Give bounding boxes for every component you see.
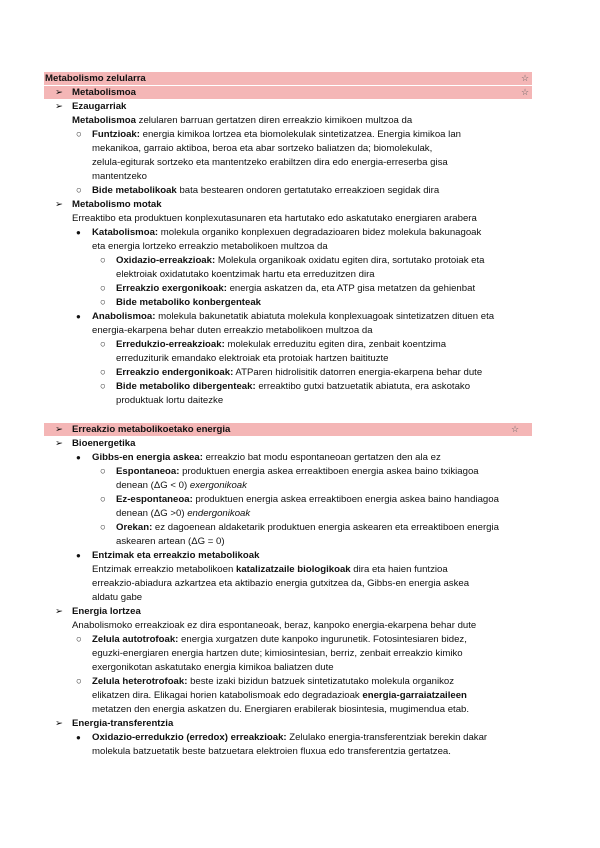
list-item-continuation: produktuak lortu daitezke (116, 395, 224, 406)
heading-ezaugarriak: Ezaugarriak (72, 101, 127, 112)
list-item: Anabolismoa: molekula bakunetatik abiatuta molekula konplexuagoak sintetizatzen dituen eta (92, 311, 495, 322)
list-item: Funtzioak: energia kimikoa lortzea eta biomolekulak sintetizatzea. Energia kimikoa lan (92, 129, 461, 140)
paragraph: Erreaktibo eta produktuen konplexutasunaren eta hartutako edo askatutako energiaren arabera (72, 213, 477, 224)
list-item: Zelula heterotrofoak: beste izaki bizidun batzuek sintetizatutako molekula organikoz (92, 676, 455, 687)
list-item: Erreakzio endergonikoak: ATParen hidrolisitik datorren energia-ekarpena behar dute (116, 367, 483, 378)
circle-bullet-icon: ○ (76, 129, 82, 140)
list-item-continuation: exergonikotan askatutako energia kimikoa baliatzen dute (92, 662, 334, 673)
list-item: Entzimak eta erreakzio metabolikoak (92, 550, 260, 561)
list-item: Bide metaboliko konbergenteak (116, 297, 262, 308)
list-item: Orekan: ez dagoenean aldaketarik produktuen energia askearen eta erreaktiboen energia (116, 522, 499, 533)
list-item: Katabolismoa: molekula organiko konplexuen degradazioaren bidez molekula bakunagoak (92, 227, 482, 238)
arrow-icon: ➢ (55, 199, 64, 210)
heading-motak: Metabolismo motak (72, 199, 162, 210)
arrow-icon: ➢ (55, 438, 64, 449)
circle-bullet-icon: ○ (100, 522, 106, 533)
circle-bullet-icon: ○ (100, 494, 106, 505)
dot-bullet-icon: ● (76, 551, 81, 560)
list-item-continuation: Entzimak erreakzio metabolikoen katalizatzaile biologikoak dira eta haien funtzioa (92, 564, 448, 575)
dot-bullet-icon: ● (76, 312, 81, 321)
circle-bullet-icon: ○ (100, 255, 106, 266)
list-item-continuation: eta energia lortzeko erreakzio metabolikoen multzoa da (92, 241, 328, 252)
list-item-continuation: mantentzeko (92, 171, 147, 182)
list-item: Erreakzio exergonikoak: energia askatzen da, eta ATP gisa metatzen da gehienbat (116, 283, 476, 294)
list-item-continuation: erreakzio-abiadura azkartzea eta aktibazio energia gutxitzea da, Gibbs-en energia askea (92, 578, 470, 589)
arrow-icon: ➢ (55, 718, 64, 729)
circle-bullet-icon: ○ (100, 466, 106, 477)
list-item-continuation: molekula batzuetatik beste batzuetara elektroien fluxua edo transferentzia gertatzea. (92, 746, 451, 757)
list-item: Gibbs-en energia askea: erreakzio bat modu espontaneoan gertatzen den ala ez (92, 452, 441, 463)
list-item: Espontaneoa: produktuen energia askea erreaktiboen energia askea baino txikiagoa (116, 466, 479, 477)
circle-bullet-icon: ○ (100, 381, 106, 392)
list-item-continuation: denean (ΔG < 0) exergonikoak (116, 480, 247, 491)
list-item-continuation: metatzen den energia askatzen du. Energiaren erabilerak biosintesia, mugimendua etab. (92, 704, 470, 715)
list-item-continuation: erreduziturik emandako elektroiak eta protoiak hartzen baitituzte (116, 353, 389, 364)
circle-bullet-icon: ○ (100, 283, 106, 294)
list-item-continuation: askearen artean (ΔG = 0) (116, 536, 225, 547)
list-item-continuation: eguzki-energiaren energia hartzen dute; kimiosintesian, berriz, zenbait erreakzio kimiko (92, 648, 463, 659)
circle-bullet-icon: ○ (100, 297, 106, 308)
dot-bullet-icon: ● (76, 228, 81, 237)
circle-bullet-icon: ○ (100, 367, 106, 378)
heading-lortzea: Energia lortzea (72, 606, 141, 617)
list-item-continuation: energia-ekarpena behar duten erreakzio metabolikoen multzoa da (92, 325, 373, 336)
paragraph: Anabolismoko erreakzioak ez dira espontaneoak, beraz, kanpoko energia-ekarpena behar dute (72, 620, 477, 631)
arrow-icon: ➢ (55, 606, 64, 617)
heading-energia[interactable]: Erreakzio metabolikoetako energia (72, 424, 231, 435)
circle-bullet-icon: ○ (76, 634, 82, 645)
star-icon[interactable]: ☆ (521, 87, 530, 97)
circle-bullet-icon: ○ (100, 339, 106, 350)
arrow-icon: ➢ (55, 87, 64, 98)
list-item-continuation: denean (ΔG >0) endergonikoak (116, 508, 251, 519)
page-title[interactable]: Metabolismo zelularra (45, 73, 146, 84)
heading-transferentzia: Energia-transferentzia (72, 718, 174, 729)
circle-bullet-icon: ○ (76, 676, 82, 687)
list-item-continuation: elektroiak oxidatutako koentzimak hartu eta erreduzitzen dira (116, 269, 375, 280)
arrow-icon: ➢ (55, 101, 64, 112)
list-item: Bide metaboliko dibergenteak: erreaktibo gutxi batzuetatik abiatuta, era askotako (116, 381, 471, 392)
circle-bullet-icon: ○ (76, 185, 82, 196)
dot-bullet-icon: ● (76, 733, 81, 742)
list-item: Bide metabolikoak bata bestearen ondoren gertatutako erreakzioen segidak dira (92, 185, 440, 196)
paragraph: Metabolismoa zelularen barruan gertatzen diren erreakzio kimikoen multzoa da (72, 115, 413, 126)
list-item: Zelula autotrofoak: energia xurgatzen dute kanpoko ingurunetik. Fotosintesiaren bidez, (92, 634, 467, 645)
list-item: Oxidazio-erredukzio (erredox) erreakzioak: Zelulako energia-transferentziak berekin dakar (92, 732, 488, 743)
list-item-continuation: mekanikoa, garraio aktiboa, beroa eta abar sortzeko baliatzen da; biomolekulak, (92, 143, 433, 154)
arrow-icon: ➢ (55, 424, 64, 435)
list-item: Erredukzio-erreakzioak: molekulak erreduzitu egiten dira, zenbait koentzima (116, 339, 447, 350)
heading-metabolismoa[interactable]: Metabolismoa (72, 87, 136, 98)
list-item: Ez-espontaneoa: produktuen energia askea erreaktiboen energia askea baino handiagoa (116, 494, 499, 505)
list-item: Oxidazio-erreakzioak: Molekula organikoak oxidatu egiten dira, sortutako protoiak eta (116, 255, 485, 266)
star-icon[interactable]: ☆ (511, 424, 520, 434)
star-icon[interactable]: ☆ (521, 73, 530, 83)
list-item-continuation: zelula-egiturak sortzeko eta mantentzeko erabiltzen dira edo energia-erreserba gisa (92, 157, 448, 168)
heading-bioenergetika: Bioenergetika (72, 438, 136, 449)
dot-bullet-icon: ● (76, 453, 81, 462)
list-item-continuation: aldatu gabe (92, 592, 143, 603)
list-item-continuation: elikatzen dira. Elikagai horien katabolismoak edo degradazioak energia-garraiatzaileen (92, 690, 467, 701)
